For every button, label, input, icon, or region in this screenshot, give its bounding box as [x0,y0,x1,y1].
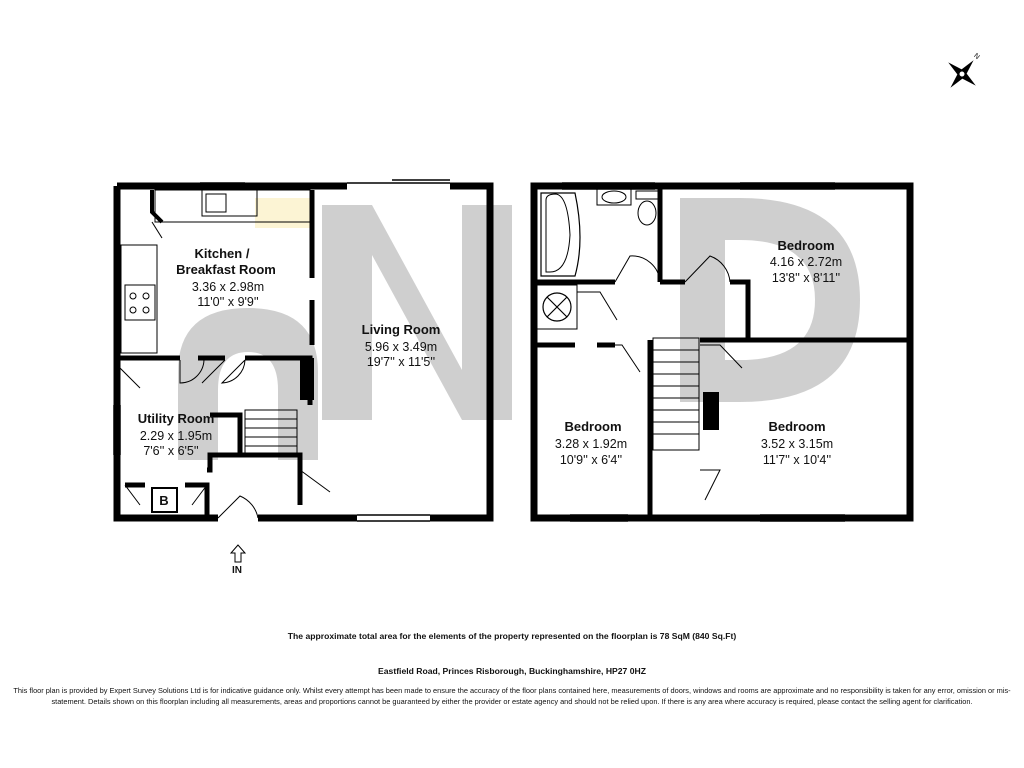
bedroom-1-imperial: 13'8'' x 8'11'' [771,271,841,285]
hob-ring [143,307,149,313]
disclaimer-text: This floor plan is provided by Expert Survey Solutions Ltd is for indicative guidance only. Whilst every attempt has been made to ensure the accuracy of the floor plans contained here, measurements of doors, windows and rooms are approximate and no responsibility is taken for any error, omission or mis-statement. Details shown on this floorplan including all measurements, areas and proportions cannot be guaranteed by either the provider or estate agency and should not be relied upon. If there is any area where accuracy is required, please contact the selling agent for clarification. [13,686,1011,706]
hall-walls [240,455,300,505]
kitchen-left-units [121,245,157,353]
kitchen-left-return [152,190,162,222]
watermark-letter-n [322,205,512,420]
utility-metric: 2.29 x 1.95m [139,429,213,443]
entry-label: IN [232,565,242,576]
kitchen-name-2: Breakfast Room [176,262,276,277]
hob-ring [130,307,136,313]
watermark-logo [178,198,860,460]
living-metric: 5.96 x 3.49m [364,340,438,354]
basin-bowl [602,191,626,203]
bedroom-3-imperial: 11'7'' x 10'4'' [762,453,832,467]
living-imperial: 19'7'' x 11'5'' [366,355,436,369]
cylinder-cross [547,297,567,317]
bath [541,193,580,276]
chimney-breast [300,358,314,400]
utility-name: Utility Room [137,411,215,426]
bedroom-2-metric: 3.28 x 1.92m [554,437,628,451]
bedroom-3-name: Bedroom [768,419,826,434]
utility-imperial: 7'6'' x 6'5'' [143,444,199,458]
total-area-text: The approximate total area for the elements of the property represented on the floorplan is 78 SqM (840 Sq.Ft) [287,631,737,641]
chimney-breast-upper [703,392,719,430]
hob-ring [130,293,136,299]
wc-cistern [636,191,658,199]
watermark-letter-d [680,198,860,402]
hob [125,285,155,320]
bedroom-2-imperial: 10'9'' x 6'4'' [559,453,623,467]
living-name: Living Room [361,322,441,337]
bedroom-2-name: Bedroom [564,419,622,434]
sink-bowl [206,194,226,212]
worktop-highlight [255,198,310,228]
kitchen-name: Kitchen / [194,246,250,261]
address-text: Eastfield Road, Princes Risborough, Buckinghamshire, HP27 0HZ [378,666,646,676]
svg-text:N: N [972,52,981,62]
wc-bowl [638,201,656,225]
kitchen-imperial: 11'0'' x 9'9'' [197,295,259,309]
kitchen-metric: 3.36 x 2.98m [191,280,265,294]
hob-ring [143,293,149,299]
compass-rose-icon [937,43,993,100]
bath-inner [546,194,570,272]
entry-arrow-icon [231,545,245,562]
bedroom-1-metric: 4.16 x 2.72m [769,255,843,269]
boiler-label: B [159,493,169,508]
bedroom-1-name: Bedroom [777,238,835,253]
bedroom-3-metric: 3.52 x 3.15m [760,437,834,451]
